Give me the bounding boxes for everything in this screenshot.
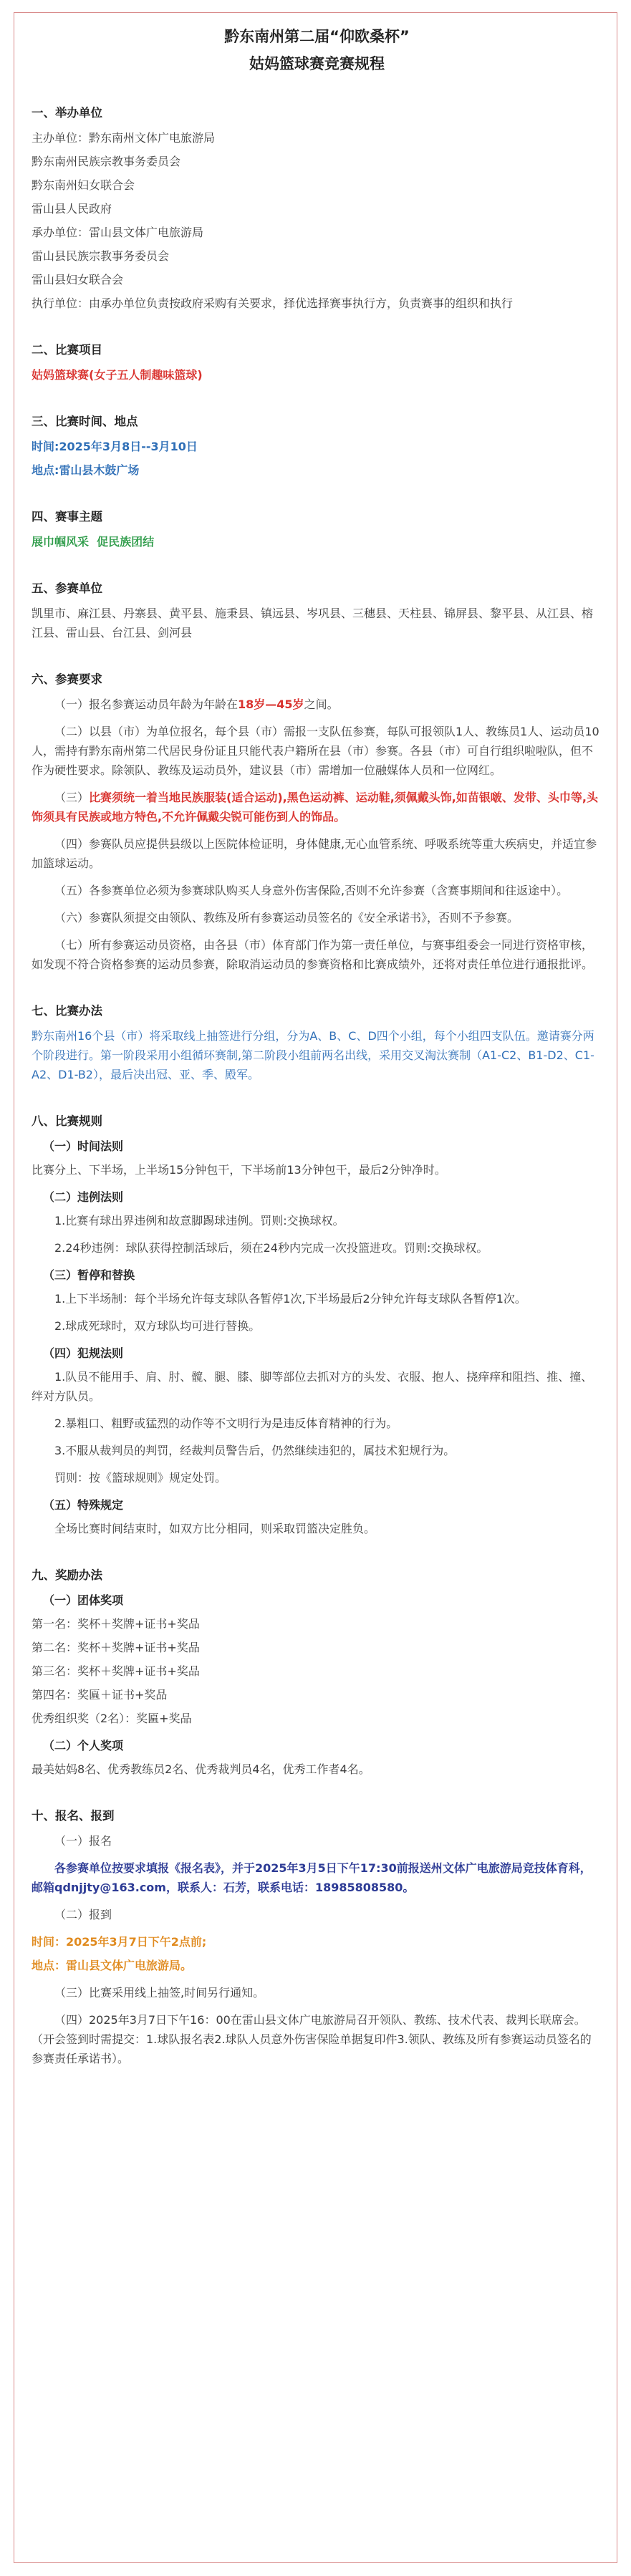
rule-time-heading: （一）时间法则: [43, 1139, 124, 1153]
checkin-place: 地点：雷山县文体广电旅游局。: [32, 1959, 193, 1972]
checkin-heading: （二）报到: [54, 1908, 112, 1921]
requirement-costume: （三）比赛须统一着当地民族服装(适合运动),黑色运动裤、运动鞋,须佩戴头饰,如苗银啵、发带、头巾等,头饰须具有民族或地方特色,不允许佩戴尖锐可能伤到人的饰品。: [32, 791, 598, 824]
rule-timeout-heading: （三）暂停和替换: [43, 1268, 135, 1282]
organizer-line: 雷山县妇女联合会: [32, 273, 124, 286]
section-9-heading: 九、奖励办法: [32, 1568, 102, 1582]
doc-title-line2: 姑妈篮球赛竞赛规程: [249, 55, 385, 72]
award-team-item: 第三名：奖杯＋奖牌+证书+奖品: [32, 1664, 200, 1678]
rule-violation-1: 1.比赛有球出界违例和故意脚踢球违例。罚则:交换球权。: [54, 1214, 345, 1227]
event-item: 姑妈篮球赛(女子五人制趣味篮球): [32, 368, 203, 382]
award-team-item: 第二名：奖杯＋奖牌+证书+奖品: [32, 1641, 200, 1654]
requirement-safety-pledge: （六）参赛队须提交由领队、教练及所有参赛运动员签名的《安全承诺书》，否则不予参赛。: [54, 911, 519, 925]
rule-foul-1: 1.队员不能用手、肩、肘、髋、腿、膝、脚等部位去抓对方的头发、衣服、抱人、挠痒痒和阻挡、推、撞、绊对方队员。: [32, 1370, 593, 1403]
section-4-heading: 四、赛事主题: [32, 510, 102, 524]
section-1-heading: 一、举办单位: [32, 106, 102, 120]
age-range: 18岁—45岁: [238, 698, 304, 711]
registration-heading: （一）报名: [54, 1834, 112, 1848]
section-6-heading: 六、参赛要求: [32, 672, 102, 686]
rule-special-heading: （五）特殊规定: [43, 1498, 124, 1512]
requirement-eligibility: （七）所有参赛运动员资格，由各县（市）体育部门作为第一责任单位，与赛事组委会一同进行资格审核，如发现不符合资格参赛的运动员参赛，除取消运动员的参赛资格和比赛成绩外，还将对责任单位进行通报批评。: [32, 938, 594, 971]
rule-timeout-1: 1.上下半场制：每个半场允许每支球队各暂停1次,下半场最后2分钟允许每支球队各暂停1次。: [54, 1292, 526, 1306]
section-10-heading: 十、报名、报到: [32, 1809, 115, 1823]
rule-foul-3: 3.不服从裁判员的判罚，经裁判员警告后，仍然继续违犯的，属技术犯规行为。: [54, 1444, 456, 1457]
rule-timeout-2: 2.球成死球时，双方球队均可进行替换。: [54, 1319, 261, 1333]
section-8-heading: 八、比赛规则: [32, 1114, 102, 1128]
requirement-insurance: （五）各参赛单位必须为参赛球队购买人身意外伤害保险,否则不允许参赛（含赛事期间和往返途中）。: [54, 884, 569, 897]
meeting-note: （四）2025年3月7日下午16：00在雷山县文体广电旅游局召开领队、教练、技术代表、裁判长联席会。（开会签到时需提交：1.球队报名表2.球队人员意外伤害保险单据复印件3.领队、教练及所有参赛运动员签名的参赛责任承诺书）。: [32, 2013, 592, 2065]
organizer-host: 主办单位：黔东南州文体广电旅游局: [32, 131, 216, 145]
organizer-line: 黔东南州民族宗教事务委员会: [32, 155, 181, 168]
requirement-health: （四）参赛队员应提供县级以上医院体检证明，身体健康,无心血管系统、呼吸系统等重大疾病史，并适宜参加篮球运动。: [32, 837, 597, 870]
draw-note: （三）比赛采用线上抽签,时间另行通知。: [54, 1986, 265, 1999]
requirement-registration: （二）以县（市）为单位报名，每个县（市）需报一支队伍参赛，每队可报领队1人、教练员1人、运动员10人，需持有黔东南州第二代居民身份证且只能代表户籍所在县（市）参赛。各县（市）可自行组织啦啦队，但不作为硬性要求。除领队、教练及运动员外，建议县（市）需增加一位融媒体人员和一位网红。: [32, 725, 599, 777]
rule-time-text: 比赛分上、下半场，上半场15分钟包干，下半场前13分钟包干，最后2分钟净时。: [32, 1163, 446, 1177]
doc-title-line1: 黔东南州第二届“仰欧桑杯”: [224, 28, 410, 45]
award-team-item: 第四名：奖匾＋证书+奖品: [32, 1688, 168, 1702]
rule-foul-2: 2.暴粗口、粗野或猛烈的动作等不文明行为是违反体育精神的行为。: [54, 1417, 398, 1430]
award-person-text: 最美姑妈8名、优秀教练员2名、优秀裁判员4名，优秀工作者4名。: [32, 1762, 370, 1776]
rule-foul-heading: （四）犯规法则: [43, 1346, 124, 1360]
event-place: 地点:雷山县木鼓广场: [32, 463, 140, 477]
section-2-heading: 二、比赛项目: [32, 343, 102, 357]
requirement-age: （一）报名参赛运动员年龄为年龄在18岁—45岁之间。: [54, 698, 339, 711]
event-theme: 展巾帼风采 促民族团结: [32, 535, 155, 549]
event-time: 时间:2025年3月8日--3月10日: [32, 440, 198, 453]
rule-violation-2: 2.24秒违例：球队获得控制活球后，须在24秒内完成一次投篮进攻。罚则:交换球权。: [54, 1241, 488, 1255]
document-body: [32, 21, 602, 2076]
award-team-item: 优秀组织奖（2名）：奖匾+奖品: [32, 1712, 192, 1725]
section-3-heading: 三、比赛时间、地点: [32, 415, 138, 428]
costume-rule: 比赛须统一着当地民族服装(适合运动),黑色运动裤、运动鞋,须佩戴头饰,如苗银啵、发带、头巾等,头饰须具有民族或地方特色,不允许佩戴尖锐可能伤到人的饰品。: [32, 791, 598, 824]
organizer-line: 雷山县人民政府: [32, 202, 112, 216]
registration-text: 各参赛单位按要求填报《报名表》，并于2025年3月5日下午17:30前报送州文体广电旅游局竞技体育科，邮箱qdnjjty@163.com，联系人：石芳，联系电话：18985808580。: [32, 1861, 592, 1894]
organizer-line: 黔东南州妇女联合会: [32, 178, 135, 192]
organizer-executor: 执行单位：由承办单位负责按政府采购有关要求，择优选择赛事执行方，负责赛事的组织和执行: [32, 296, 514, 310]
award-team-item: 第一名：奖杯＋奖牌+证书+奖品: [32, 1617, 200, 1631]
rule-foul-penalty: 罚则：按《篮球规则》规定处罚。: [54, 1471, 227, 1485]
organizer-line: 雷山县民族宗教事务委员会: [32, 249, 170, 263]
organizer-undertaker: 承办单位：雷山县文体广电旅游局: [32, 226, 204, 239]
competition-format: 黔东南州16个县（市）将采取线上抽签进行分组，分为A、B、C、D四个小组，每个小组四支队伍。邀请赛分两个阶段进行。第一阶段采用小组循环赛制,第二阶段小组前两名出线，采用交叉淘汰赛制（A1-C2、B1-D2、C1-A2、D1-B2），最后决出冠、亚、季、殿军。: [32, 1029, 594, 1081]
participants-list: 凯里市、麻江县、丹寨县、黄平县、施秉县、镇远县、岑巩县、三穗县、天柱县、锦屏县、黎平县、从江县、榕江县、雷山县、台江县、剑河县: [32, 607, 594, 640]
section-7-heading: 七、比赛办法: [32, 1004, 102, 1018]
award-team-heading: （一）团体奖项: [43, 1593, 124, 1607]
award-person-heading: （二）个人奖项: [43, 1739, 124, 1752]
section-5-heading: 五、参赛单位: [32, 582, 102, 595]
rule-special-text: 全场比赛时间结束时，如双方比分相同，则采取罚篮决定胜负。: [54, 1522, 376, 1535]
rule-violation-heading: （二）违例法则: [43, 1190, 124, 1204]
checkin-time: 时间：2025年3月7日下午2点前;: [32, 1935, 207, 1949]
